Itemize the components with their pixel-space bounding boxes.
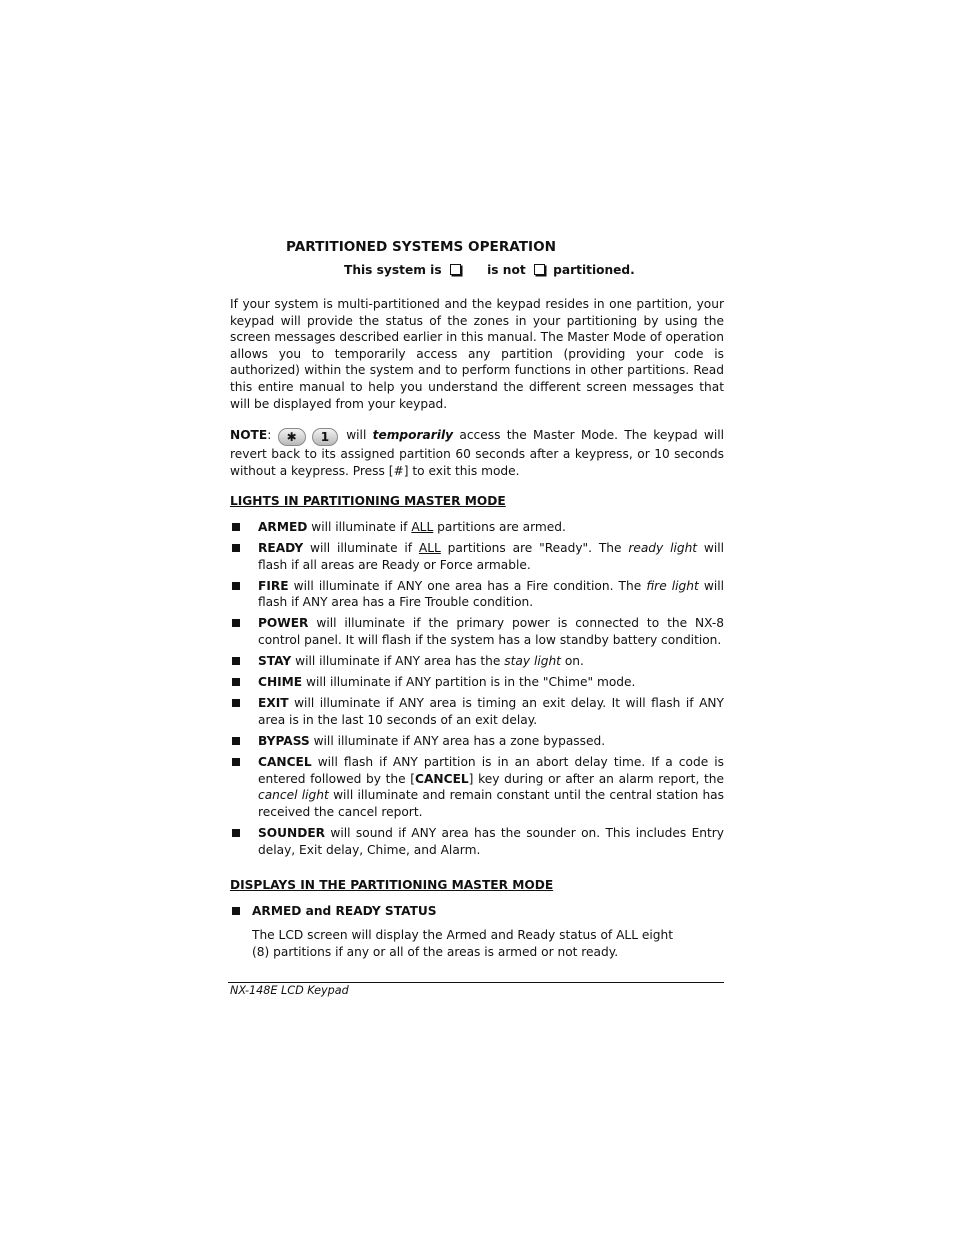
bullet-square-icon <box>232 678 240 686</box>
light-text: will flash if ANY area has a Fire Trouble condition. <box>258 578 724 610</box>
list-item-power <box>230 615 724 648</box>
system-is-label: This system is <box>344 263 442 277</box>
list-item-chime <box>230 674 724 691</box>
list-item-sounder <box>230 825 724 858</box>
star-key-icon: ✱ <box>278 428 306 446</box>
partition-status-line <box>344 262 635 279</box>
bullet-square-icon <box>232 699 240 707</box>
light-name: STAY <box>258 654 292 669</box>
light-text: will illuminate if <box>311 520 408 534</box>
list-item-ready <box>230 540 724 573</box>
list-item-armed <box>230 519 724 536</box>
is-not-label: is not <box>487 263 526 277</box>
light-name: FIRE <box>258 578 289 593</box>
light-text: will flash if ANY partition is in an abort delay time. If a code is entered followed by the [ <box>258 755 724 786</box>
light-name: READY <box>258 541 304 556</box>
page-title: PARTITIONED SYSTEMS OPERATION <box>286 239 557 255</box>
light-name: POWER <box>258 616 309 631</box>
bullet-square-icon <box>232 829 240 837</box>
bullet-square-icon <box>232 523 240 531</box>
displays-text: The LCD screen will display the Armed and Ready status of ALL eight (8) partitions if any or all of the areas is armed or not ready. <box>252 928 673 959</box>
note-emphasis: temporarily <box>372 428 454 442</box>
note-text: access the Master Mode. The keypad will revert back to its assigned partition 60 seconds after a keypress, or 10 seconds without a keypress. Press [#] to exit this mode. <box>230 428 724 478</box>
light-text: partitions are armed. <box>437 520 566 534</box>
light-italic: fire light <box>646 578 699 593</box>
light-text: ] key during or after an alarm report, the <box>468 771 725 786</box>
partitioned-label: partitioned. <box>553 263 635 277</box>
light-text: will illuminate if ANY one area has a Fire condition. The <box>293 578 642 593</box>
light-name: BYPASS <box>258 734 310 749</box>
list-item-fire <box>230 578 724 611</box>
note-label: NOTE <box>230 428 268 442</box>
light-underlined: ALL <box>418 541 441 556</box>
checkbox-is-not-icon <box>534 264 545 275</box>
footer-text: NX-148E LCD Keypad <box>230 984 349 997</box>
lights-list <box>230 519 724 858</box>
bullet-square-icon <box>232 907 240 915</box>
note-paragraph: NOTE: ✱ 1 will temporarily access the Master Mode. The keypad will revert back to its assigned partition 60 seconds after a keypress, or 10 seconds without a keypress. Press [#] to exit this mode. <box>230 428 724 478</box>
light-name: SOUNDER <box>258 826 326 840</box>
light-name: CANCEL <box>258 755 312 770</box>
light-name: CHIME <box>258 675 303 690</box>
light-text: will illuminate if <box>310 541 413 556</box>
one-key-icon: 1 <box>312 428 338 446</box>
light-text: will illuminate if ANY area has the <box>295 654 501 669</box>
list-item-exit <box>230 695 724 728</box>
light-name: ARMED <box>258 520 308 534</box>
light-italic: ready light <box>628 541 698 556</box>
light-text: partitions are "Ready". The <box>447 541 622 556</box>
light-underlined: ALL <box>411 520 434 534</box>
list-item-stay <box>230 653 724 670</box>
light-text: will flash if all areas are Ready or Force armable. <box>258 541 725 572</box>
light-text: will illuminate if the primary power is connected to the NX-8 control panel. It will flash if the system has a low standby battery condition. <box>258 616 724 648</box>
bullet-square-icon <box>232 582 240 590</box>
bullet-square-icon <box>232 619 240 627</box>
lights-heading: LIGHTS IN PARTITIONING MASTER MODE <box>230 494 506 508</box>
light-text: will illuminate if ANY area has a zone bypassed. <box>313 734 606 749</box>
displays-item <box>230 903 724 920</box>
list-item-cancel <box>230 754 724 820</box>
light-text: will sound if ANY area has the sounder on. This includes Entry delay, Exit delay, Chime, and Alarm. <box>258 826 725 857</box>
light-text: will illuminate and remain constant until the central station has received the cancel report. <box>258 788 725 819</box>
list-item-bypass <box>230 733 724 750</box>
light-italic: stay light <box>504 654 561 669</box>
note-will: will <box>346 428 367 442</box>
checkbox-is-icon <box>450 264 461 275</box>
bullet-square-icon <box>232 544 240 552</box>
light-text: will illuminate if ANY area is timing an exit delay. It will flash if ANY area is in the last 10 seconds of an exit delay. <box>258 696 724 727</box>
light-name: EXIT <box>258 696 289 711</box>
bullet-square-icon <box>232 657 240 665</box>
light-text: will illuminate if ANY partition is in the "Chime" mode. <box>306 675 636 690</box>
light-italic: cancel light <box>258 788 329 803</box>
displays-heading: DISPLAYS IN THE PARTITIONING MASTER MODE <box>230 878 554 892</box>
light-text: on. <box>564 654 584 669</box>
displays-item-label: ARMED and READY STATUS <box>252 904 437 918</box>
intro-paragraph: If your system is multi-partitioned and the keypad resides in one partition, your keypad will provide the status of the zones in your partitioning by using the screen messages described earlier in this manual. The Master Mode of operation allows you to temporarily access any partition (providing your code is authorized) within the system and to perform functions in other partitions. Read this entire manual to help you understand the different screen messages that will be displayed from your keypad. <box>230 297 724 411</box>
bullet-square-icon <box>232 737 240 745</box>
light-bold: CANCEL <box>415 771 469 786</box>
bullet-square-icon <box>232 758 240 766</box>
